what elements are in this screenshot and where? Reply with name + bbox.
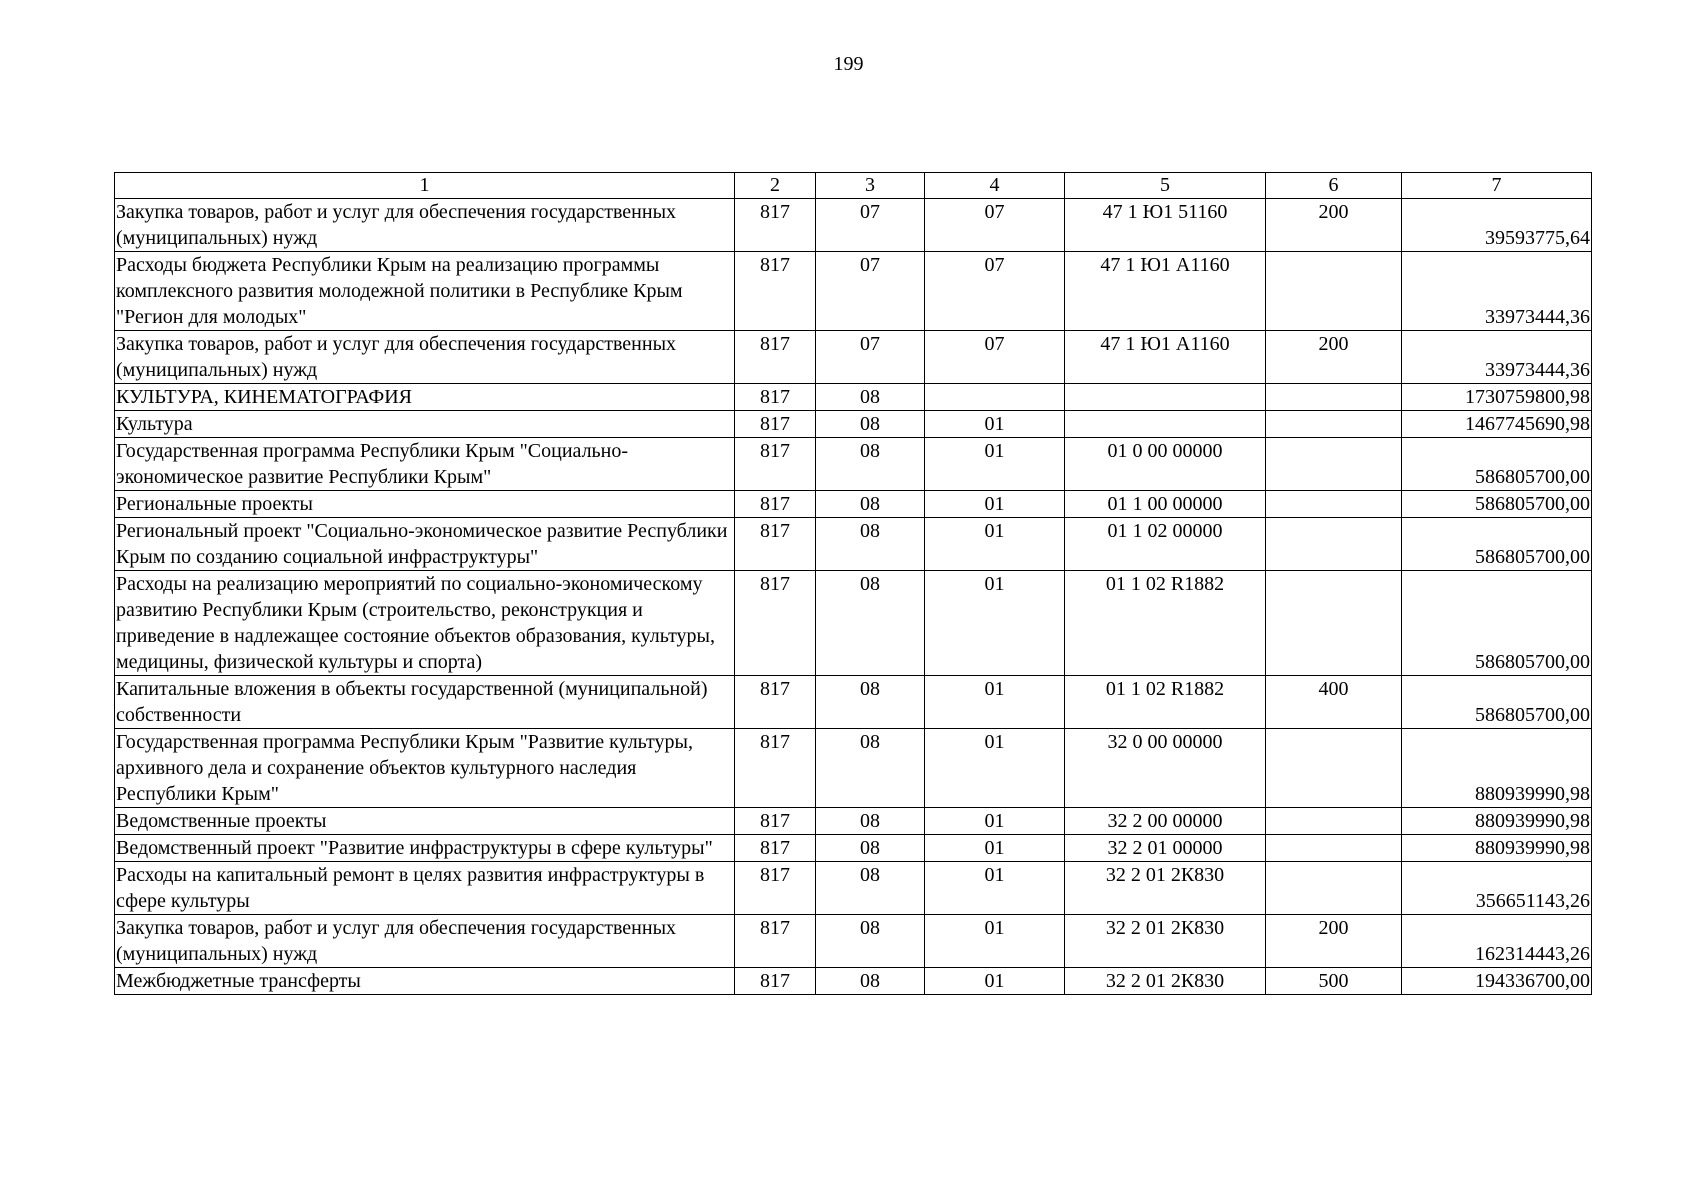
row-amount: 586805700,00 xyxy=(1402,518,1592,571)
row-name: Ведомственные проекты xyxy=(115,808,735,835)
row-amount: 356651143,26 xyxy=(1402,862,1592,915)
row-target-article: 47 1 Ю1 А1160 xyxy=(1065,331,1266,384)
row-section: 07 xyxy=(816,331,925,384)
row-expense-type xyxy=(1266,438,1402,491)
row-name: Региональные проекты xyxy=(115,491,735,518)
row-name: Расходы бюджета Республики Крым на реализацию программы комплексного развития молодежной политики в Республике Крым "Регион для молодых" xyxy=(115,252,735,331)
row-name: Культура xyxy=(115,411,735,438)
row-expense-type xyxy=(1266,252,1402,331)
row-grbs: 817 xyxy=(735,491,816,518)
row-subsection: 01 xyxy=(925,438,1065,491)
row-target-article: 01 1 02 R1882 xyxy=(1065,676,1266,729)
column-header: 5 xyxy=(1065,173,1266,199)
row-subsection: 01 xyxy=(925,729,1065,808)
row-subsection: 01 xyxy=(925,411,1065,438)
row-target-article: 32 2 00 00000 xyxy=(1065,808,1266,835)
row-amount: 1467745690,98 xyxy=(1402,411,1592,438)
row-grbs: 817 xyxy=(735,331,816,384)
row-grbs: 817 xyxy=(735,862,816,915)
row-grbs: 817 xyxy=(735,199,816,252)
row-target-article: 32 0 00 00000 xyxy=(1065,729,1266,808)
row-section: 08 xyxy=(816,968,925,995)
row-amount: 586805700,00 xyxy=(1402,571,1592,676)
row-grbs: 817 xyxy=(735,915,816,968)
row-amount: 162314443,26 xyxy=(1402,915,1592,968)
row-grbs: 817 xyxy=(735,835,816,862)
row-name: Закупка товаров, работ и услуг для обеспечения государственных (муниципальных) нужд xyxy=(115,331,735,384)
row-subsection xyxy=(925,384,1065,411)
row-name: Расходы на капитальный ремонт в целях развития инфраструктуры в сфере культуры xyxy=(115,862,735,915)
row-target-article: 01 1 02 R1882 xyxy=(1065,571,1266,676)
row-subsection: 01 xyxy=(925,518,1065,571)
column-header: 3 xyxy=(816,173,925,199)
row-subsection: 07 xyxy=(925,331,1065,384)
row-amount: 586805700,00 xyxy=(1402,491,1592,518)
row-amount: 39593775,64 xyxy=(1402,199,1592,252)
row-section: 08 xyxy=(816,808,925,835)
row-target-article: 47 1 Ю1 51160 xyxy=(1065,199,1266,252)
table-row xyxy=(115,729,1592,808)
row-subsection: 01 xyxy=(925,571,1065,676)
table-row xyxy=(115,411,1592,438)
table-row xyxy=(115,571,1592,676)
row-section: 08 xyxy=(816,835,925,862)
table-row xyxy=(115,915,1592,968)
row-name: Расходы на реализацию мероприятий по социально-экономическому развитию Республики Крым (строительство, реконструкция и приведение в надлежащее состояние объектов образования, культуры, медицины, физической культуры и спорта) xyxy=(115,571,735,676)
column-header: 2 xyxy=(735,173,816,199)
row-subsection: 01 xyxy=(925,862,1065,915)
row-name: Ведомственный проект "Развитие инфраструктуры в сфере культуры" xyxy=(115,835,735,862)
row-expense-type: 200 xyxy=(1266,915,1402,968)
row-grbs: 817 xyxy=(735,384,816,411)
row-name: Межбюджетные трансферты xyxy=(115,968,735,995)
row-expense-type xyxy=(1266,518,1402,571)
row-name: КУЛЬТУРА, КИНЕМАТОГРАФИЯ xyxy=(115,384,735,411)
row-section: 08 xyxy=(816,676,925,729)
table-row xyxy=(115,384,1592,411)
row-section: 08 xyxy=(816,411,925,438)
row-section: 08 xyxy=(816,491,925,518)
row-grbs: 817 xyxy=(735,438,816,491)
row-amount: 33973444,36 xyxy=(1402,252,1592,331)
row-name: Закупка товаров, работ и услуг для обеспечения государственных (муниципальных) нужд xyxy=(115,915,735,968)
row-grbs: 817 xyxy=(735,518,816,571)
row-expense-type xyxy=(1266,862,1402,915)
row-grbs: 817 xyxy=(735,571,816,676)
table-row xyxy=(115,835,1592,862)
row-grbs: 817 xyxy=(735,252,816,331)
row-subsection: 01 xyxy=(925,808,1065,835)
table-row xyxy=(115,518,1592,571)
row-expense-type xyxy=(1266,835,1402,862)
row-expense-type: 400 xyxy=(1266,676,1402,729)
row-amount: 33973444,36 xyxy=(1402,331,1592,384)
row-grbs: 817 xyxy=(735,729,816,808)
column-header: 7 xyxy=(1402,173,1592,199)
row-target-article: 32 2 01 2К830 xyxy=(1065,968,1266,995)
table-row xyxy=(115,808,1592,835)
row-name: Государственная программа Республики Крым "Социально-экономическое развитие Республики Крым" xyxy=(115,438,735,491)
row-section: 08 xyxy=(816,438,925,491)
row-grbs: 817 xyxy=(735,808,816,835)
row-section: 08 xyxy=(816,384,925,411)
row-expense-type: 200 xyxy=(1266,331,1402,384)
table-row xyxy=(115,199,1592,252)
row-target-article: 01 1 02 00000 xyxy=(1065,518,1266,571)
row-target-article: 01 0 00 00000 xyxy=(1065,438,1266,491)
row-target-article: 32 2 01 2К830 xyxy=(1065,862,1266,915)
row-section: 08 xyxy=(816,571,925,676)
row-subsection: 01 xyxy=(925,835,1065,862)
row-section: 08 xyxy=(816,518,925,571)
row-expense-type xyxy=(1266,491,1402,518)
row-name: Государственная программа Республики Крым "Развитие культуры, архивного дела и сохранение объектов культурного наследия Республики Крым" xyxy=(115,729,735,808)
table-row xyxy=(115,968,1592,995)
row-amount: 586805700,00 xyxy=(1402,438,1592,491)
row-target-article: 47 1 Ю1 А1160 xyxy=(1065,252,1266,331)
row-expense-type xyxy=(1266,411,1402,438)
row-subsection: 07 xyxy=(925,199,1065,252)
row-target-article: 32 2 01 00000 xyxy=(1065,835,1266,862)
table-row xyxy=(115,491,1592,518)
table-row xyxy=(115,676,1592,729)
column-header: 4 xyxy=(925,173,1065,199)
row-section: 08 xyxy=(816,862,925,915)
row-target-article: 01 1 00 00000 xyxy=(1065,491,1266,518)
row-expense-type: 200 xyxy=(1266,199,1402,252)
row-subsection: 01 xyxy=(925,915,1065,968)
row-section: 08 xyxy=(816,729,925,808)
table-row xyxy=(115,331,1592,384)
row-expense-type xyxy=(1266,571,1402,676)
row-target-article xyxy=(1065,384,1266,411)
row-expense-type xyxy=(1266,384,1402,411)
row-grbs: 817 xyxy=(735,968,816,995)
column-header: 6 xyxy=(1266,173,1402,199)
row-subsection: 01 xyxy=(925,491,1065,518)
table-row xyxy=(115,862,1592,915)
row-target-article: 32 2 01 2К830 xyxy=(1065,915,1266,968)
page-number: 199 xyxy=(833,53,864,75)
row-grbs: 817 xyxy=(735,676,816,729)
row-target-article xyxy=(1065,411,1266,438)
row-amount: 880939990,98 xyxy=(1402,808,1592,835)
header-row xyxy=(115,173,1592,199)
row-subsection: 01 xyxy=(925,676,1065,729)
row-amount: 880939990,98 xyxy=(1402,835,1592,862)
table-row xyxy=(115,252,1592,331)
row-expense-type xyxy=(1266,729,1402,808)
row-section: 08 xyxy=(816,915,925,968)
row-subsection: 01 xyxy=(925,968,1065,995)
row-expense-type: 500 xyxy=(1266,968,1402,995)
row-expense-type xyxy=(1266,808,1402,835)
column-header: 1 xyxy=(115,173,735,199)
row-section: 07 xyxy=(816,252,925,331)
row-name: Региональный проект "Социально-экономическое развитие Республики Крым по созданию социальной инфраструктуры" xyxy=(115,518,735,571)
budget-table xyxy=(114,172,1592,995)
table-row xyxy=(115,438,1592,491)
row-amount: 586805700,00 xyxy=(1402,676,1592,729)
row-subsection: 07 xyxy=(925,252,1065,331)
row-amount: 194336700,00 xyxy=(1402,968,1592,995)
row-section: 07 xyxy=(816,199,925,252)
row-amount: 880939990,98 xyxy=(1402,729,1592,808)
row-name: Закупка товаров, работ и услуг для обеспечения государственных (муниципальных) нужд xyxy=(115,199,735,252)
row-amount: 1730759800,98 xyxy=(1402,384,1592,411)
row-grbs: 817 xyxy=(735,411,816,438)
row-name: Капитальные вложения в объекты государственной (муниципальной) собственности xyxy=(115,676,735,729)
